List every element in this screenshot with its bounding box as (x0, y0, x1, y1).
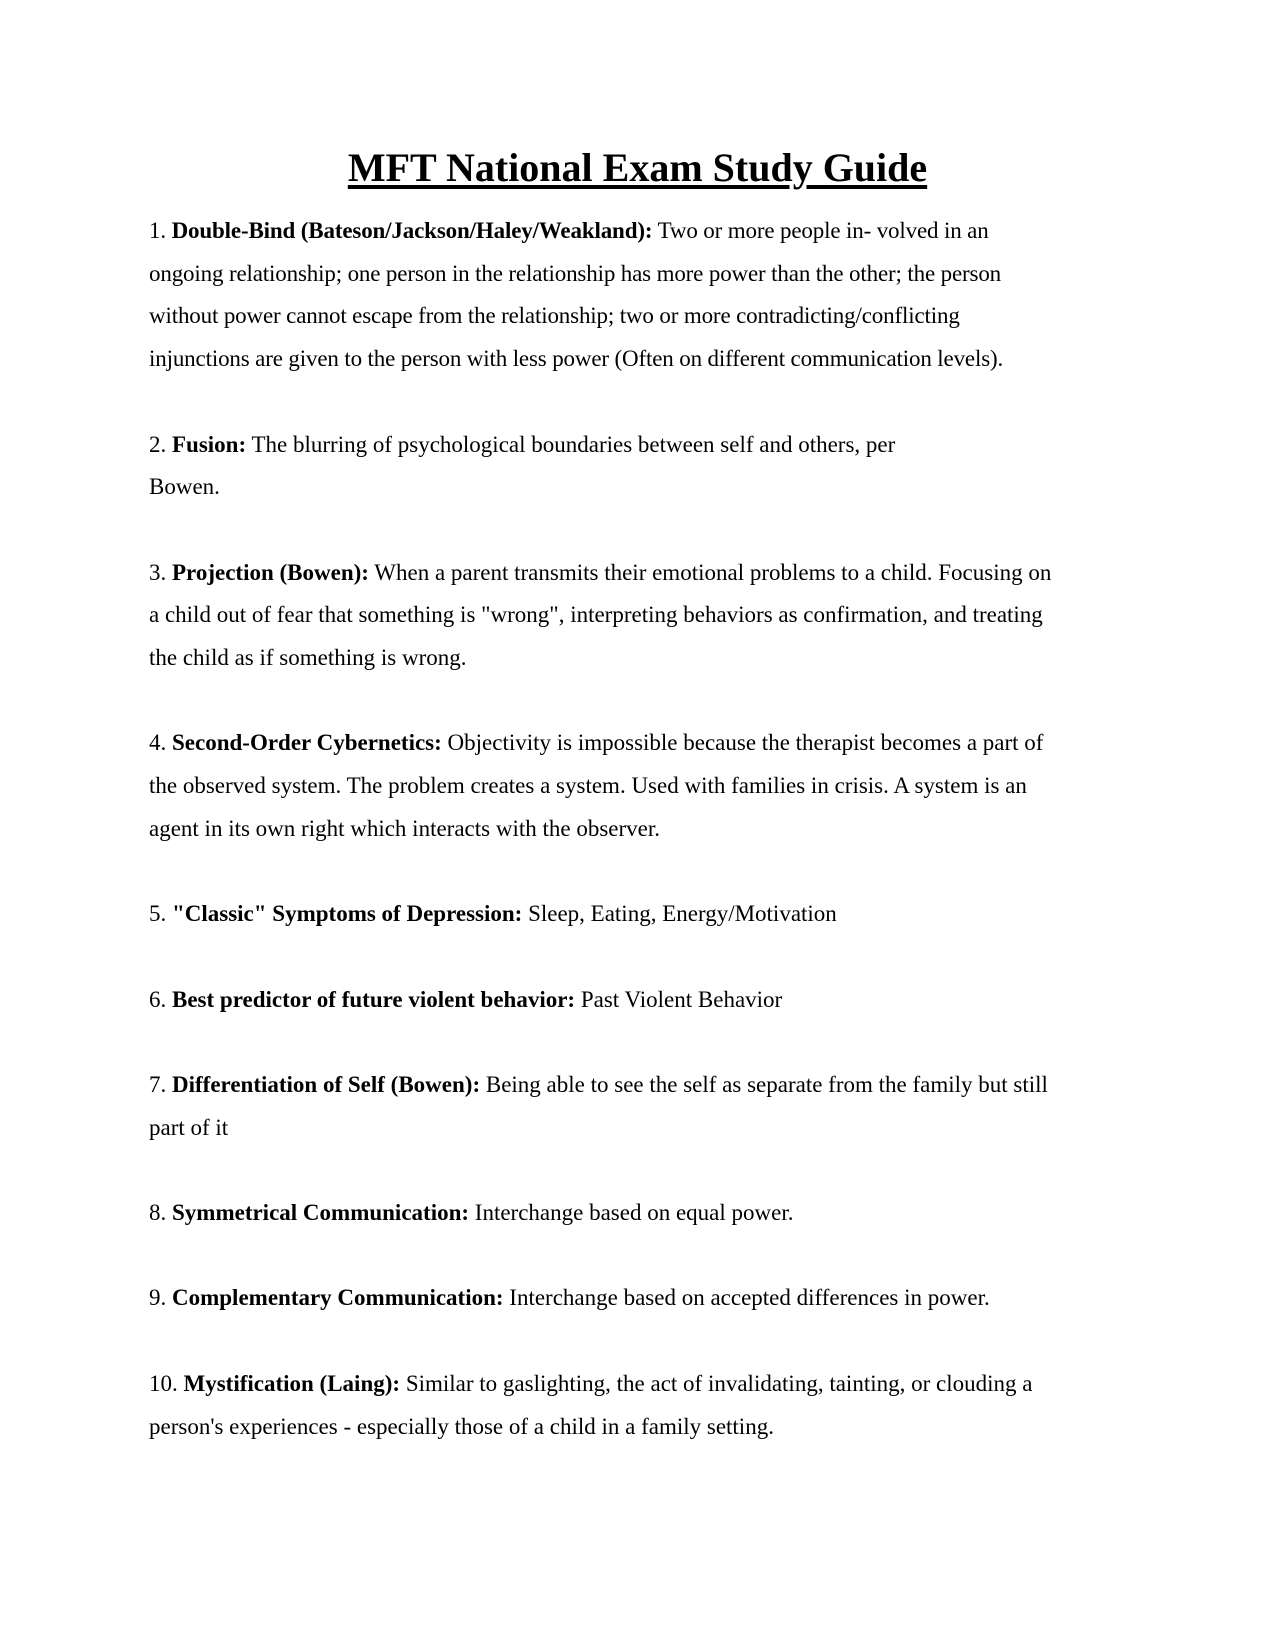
list-item (149, 893, 1134, 936)
list-item (149, 1363, 1134, 1448)
item-definition: Similar to gaslighting, the act of invalidating, tainting, or clouding a (405, 1370, 1033, 1396)
item-term: Complementary Communication: (172, 1285, 504, 1311)
item-definition: Interchange based on accepted differences in power. (509, 1285, 990, 1311)
item-definition: The blurring of psychological boundaries between self and others, per (251, 431, 896, 457)
item-number: 10. (149, 1370, 178, 1396)
item-definition: Two or more people in- volved in an (657, 218, 989, 243)
item-definition: a child out of fear that something is "wrong", interpreting behaviors as confirmation, and treating (149, 602, 1043, 628)
item-number: 6. (149, 986, 167, 1012)
item-number: 8. (149, 1200, 167, 1226)
list-item (149, 1064, 1134, 1149)
item-term: Projection (Bowen): (172, 559, 369, 585)
item-number: 5. (149, 901, 167, 927)
item-definition: Interchange based on equal power. (474, 1200, 794, 1226)
item-term: "Classic" Symptoms of Depression: (172, 901, 523, 927)
item-definition: without power cannot escape from the relationship; two or more contradicting/conflicting (149, 303, 960, 329)
item-definition: injunctions are given to the person with less power (Often on different communication levels). (149, 346, 1004, 372)
item-term: Mystification (Laing): (183, 1370, 401, 1396)
list-item (149, 979, 1134, 1022)
page-title: MFT National Exam Study Guide (347, 145, 928, 190)
item-number: 4. (149, 730, 167, 756)
item-term: Best predictor of future violent behavior: (172, 986, 576, 1012)
item-number: 1. (149, 218, 166, 243)
item-definition: Past Violent Behavior (580, 986, 783, 1012)
list-item (149, 1277, 1134, 1320)
item-definition: Being able to see the self as separate from the family but still (485, 1071, 1048, 1097)
item-definition: Objectivity is impossible because the therapist becomes a part of (447, 730, 1044, 756)
item-definition: the child as if something is wrong. (149, 645, 467, 670)
list-item (149, 210, 1134, 381)
item-definition: Sleep, Eating, Energy/Motivation (528, 901, 837, 927)
study-guide-list (149, 210, 1134, 1491)
item-definition: ongoing relationship; one person in the relationship has more power than the other; the person (149, 260, 1002, 286)
item-definition: person's experiences - especially those of a child in a family setting. (149, 1413, 774, 1439)
list-item (149, 1192, 1134, 1235)
item-term: Double-Bind (Bateson/Jackson/Haley/Weakland): (171, 218, 653, 243)
item-definition: part of it (149, 1114, 229, 1140)
item-definition: agent in its own right which interacts with the observer. (149, 815, 660, 841)
list-item (149, 552, 1134, 680)
item-number: 9. (149, 1285, 167, 1311)
list-item (149, 424, 1134, 509)
item-number: 3. (149, 559, 167, 585)
list-item (149, 722, 1134, 850)
item-definition: Bowen. (149, 474, 220, 500)
item-definition: the observed system. The problem creates a system. Used with families in crisis. A system is an (149, 773, 1027, 799)
item-term: Differentiation of Self (Bowen): (172, 1071, 481, 1097)
item-term: Second-Order Cybernetics: (172, 730, 442, 756)
item-term: Fusion: (172, 431, 247, 457)
item-number: 7. (149, 1071, 167, 1097)
item-number: 2. (149, 431, 167, 457)
item-definition: When a parent transmits their emotional problems to a child. Focusing on (374, 559, 1052, 585)
item-term: Symmetrical Communication: (172, 1200, 470, 1226)
